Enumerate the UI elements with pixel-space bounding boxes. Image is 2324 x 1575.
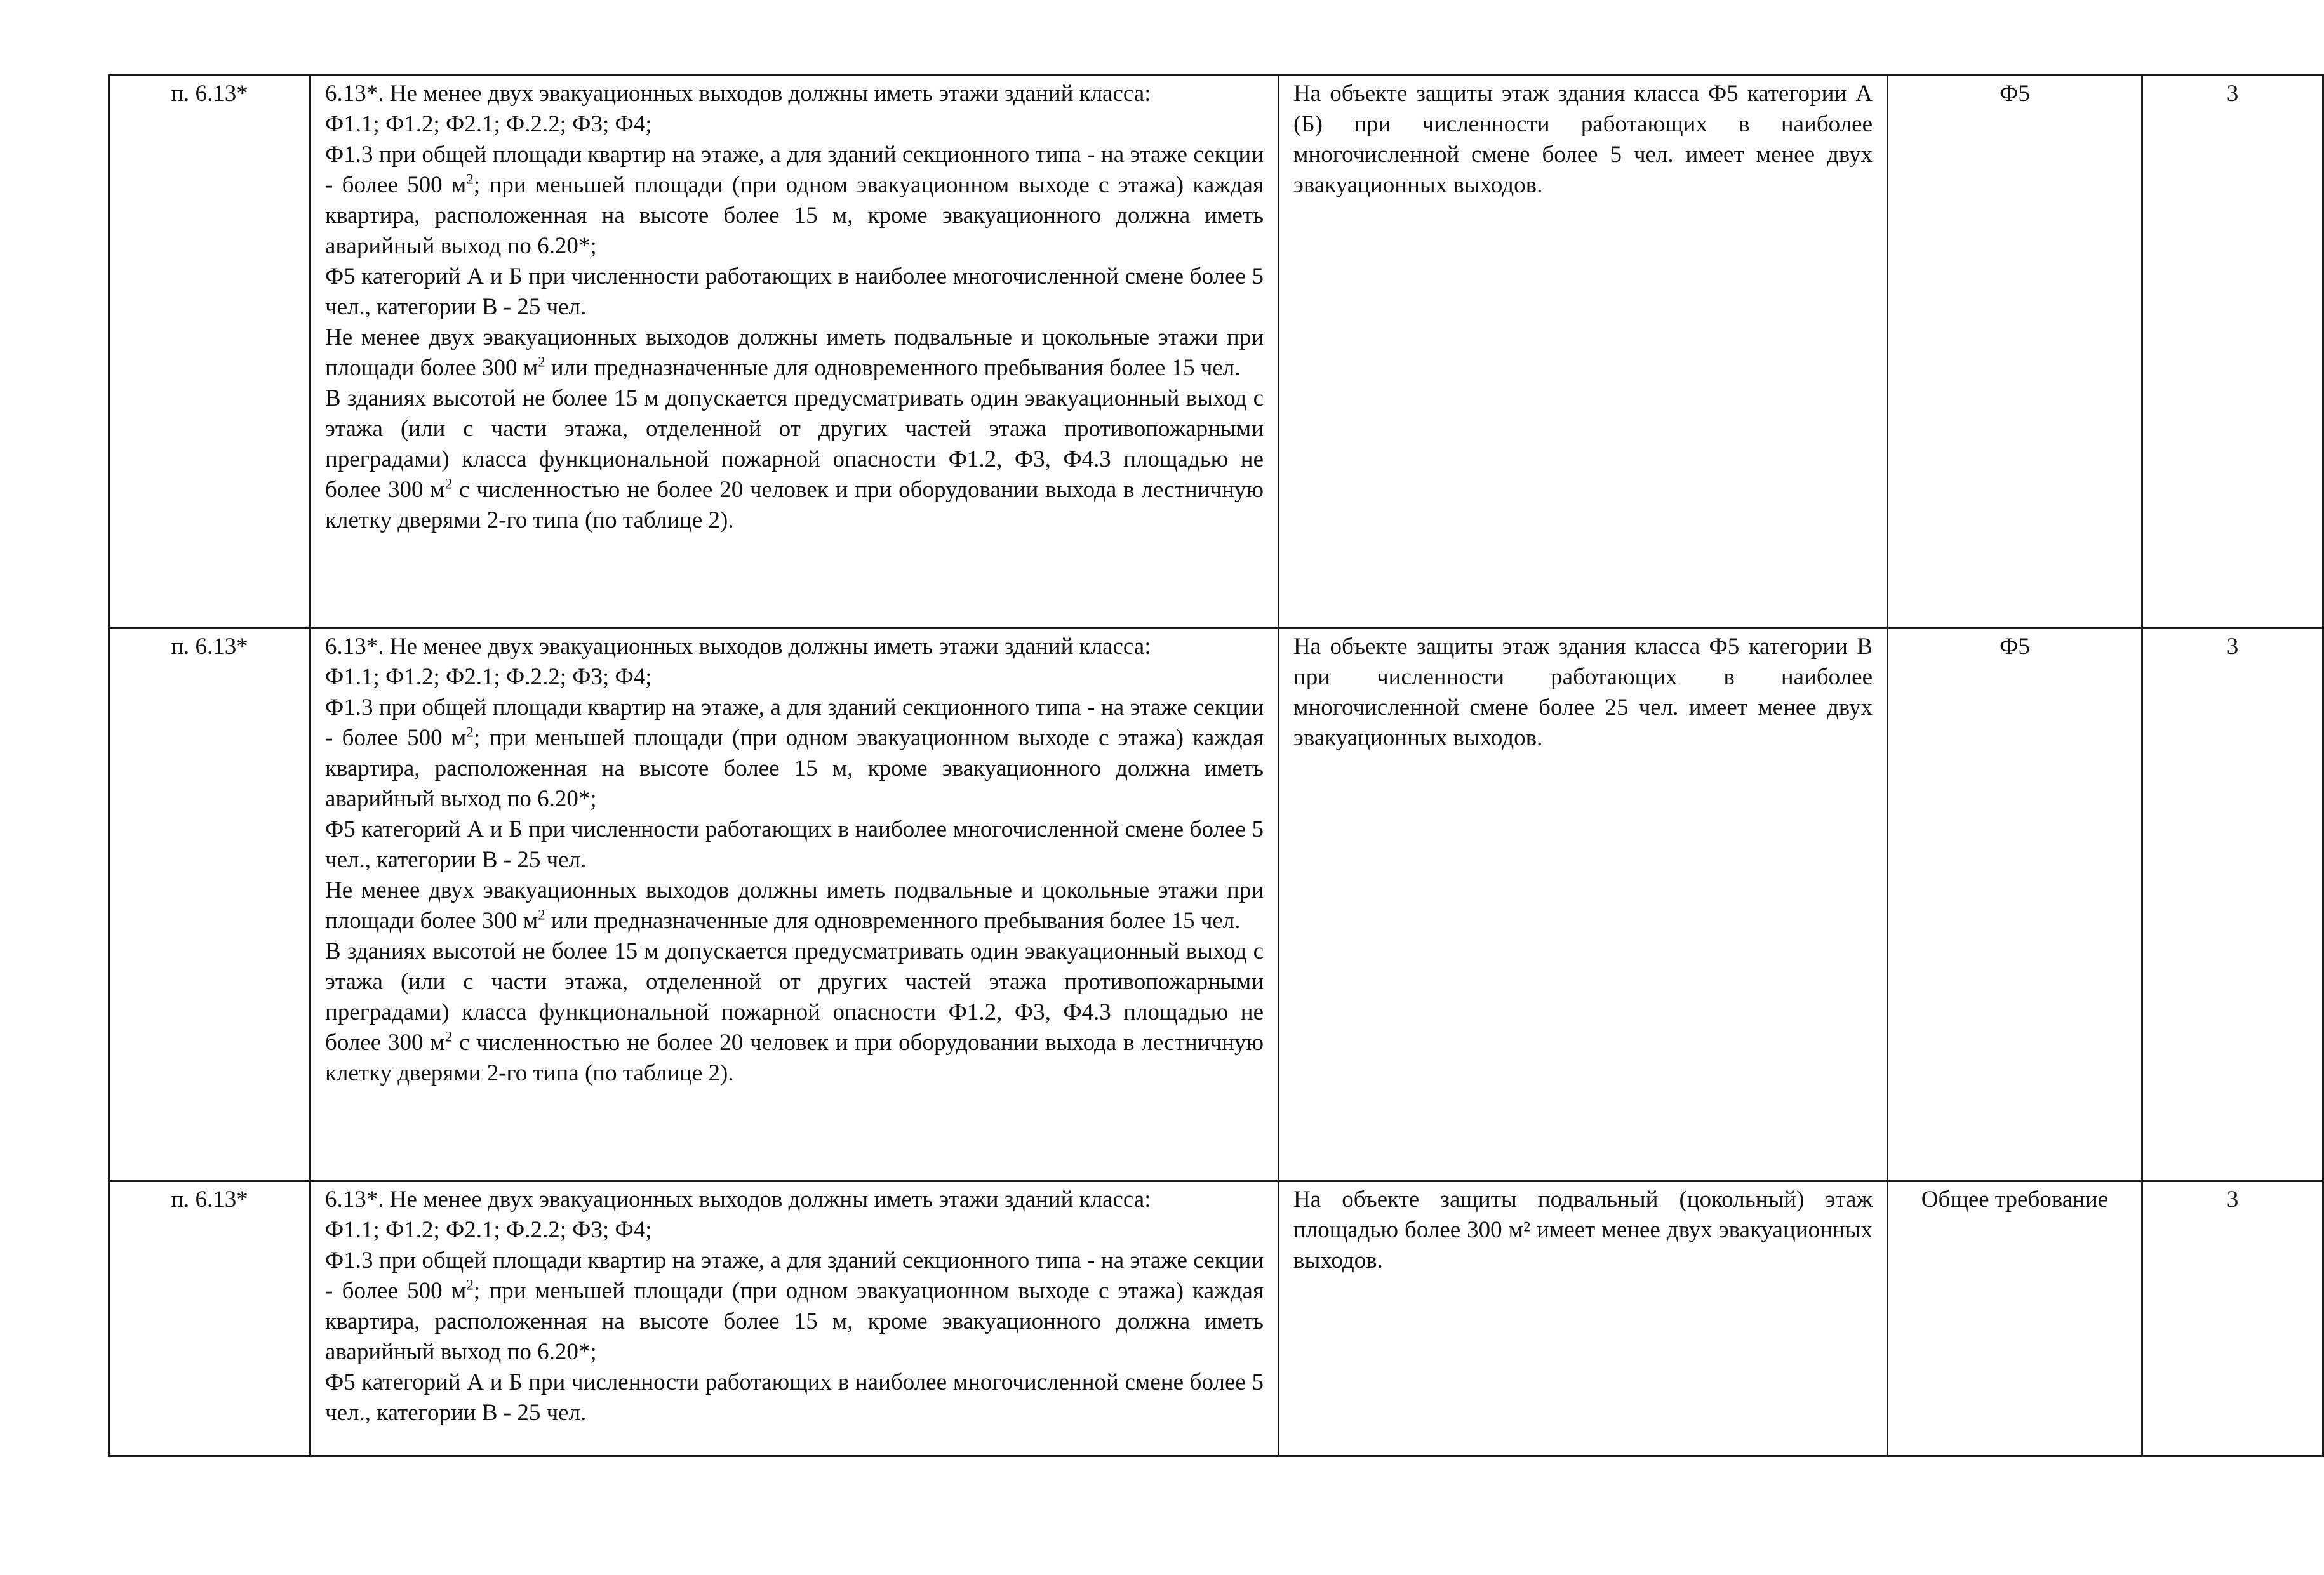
req-paragraph: Не менее двух эвакуационных выходов должны иметь подвальные и цокольные этажи при площади более 300 $м^2$ или предназначенные для одновременного пребывания более 15 чел. <box>325 877 1264 934</box>
req-paragraph: Ф1.3 при общей площади квартир на этаже, а для зданий секционного типа - на этаже секции - более 500 $м^2$; при меньшей площади (при одном эвакуационном выходе с этажа) каждая квартира, расположенная на высоте более 15 м, кроме эвакуационного должна иметь аварийный выход по 6.20*; <box>325 142 1264 259</box>
req-paragraph: В зданиях высотой не более 15 м допускается предусматривать один эвакуационный выход с этажа (или с части этажа, отделенной от других частей этажа противопожарными преградами) класса функциональной пожарной опасности Ф1.2, Ф3, Ф4.3 площадью не более 300 $м^2$ с численностью не более 20 человек и при оборудовании выхода в лестничную клетку дверями 2-го типа (по таблице 2). <box>325 385 1264 533</box>
clause-ref: п. 6.13* <box>109 1181 311 1456</box>
requirements-table <box>108 74 2324 1457</box>
building-class: Общее требование <box>1888 1181 2142 1456</box>
count-value: 3 <box>2142 1181 2323 1456</box>
violation-text: На объекте защиты подвальный (цокольный) этаж площадью более 300 м² имеет менее двух эвакуационных выходов. <box>1279 1181 1888 1456</box>
req-paragraph: Ф5 категорий А и Б при численности работающих в наиболее многочисленной смене более 5 чел., категории В - 25 чел. <box>325 263 1264 320</box>
req-paragraph: Ф1.3 при общей площади квартир на этаже, а для зданий секционного типа - на этаже секции - более 500 $м^2$; при меньшей площади (при одном эвакуационном выходе с этажа) каждая квартира, расположенная на высоте более 15 м, кроме эвакуационного должна иметь аварийный выход по 6.20*; <box>325 694 1264 812</box>
clause-ref: п. 6.13* <box>109 628 311 1181</box>
table-row <box>109 628 2323 1181</box>
req-paragraph: Ф1.1; Ф1.2; Ф2.1; Ф.2.2; Ф3; Ф4; <box>325 664 652 690</box>
req-paragraph: Ф5 категорий А и Б при численности работающих в наиболее многочисленной смене более 5 чел., категории В - 25 чел. <box>325 1369 1264 1426</box>
count-value: 3 <box>2142 76 2323 628</box>
req-paragraph: 6.13*. Не менее двух эвакуационных выходов должны иметь этажи зданий класса: <box>325 1186 1151 1213</box>
req-paragraph: Ф1.1; Ф1.2; Ф2.1; Ф.2.2; Ф3; Ф4; <box>325 1217 652 1243</box>
req-paragraph: 6.13*. Не менее двух эвакуационных выходов должны иметь этажи зданий класса: <box>325 634 1151 660</box>
requirement-text <box>311 1181 1279 1456</box>
requirement-text <box>311 628 1279 1181</box>
clause-ref: п. 6.13* <box>109 76 311 628</box>
table-row <box>109 1181 2323 1456</box>
req-paragraph: Ф1.3 при общей площади квартир на этаже, а для зданий секционного типа - на этаже секции - более 500 $м^2$; при меньшей площади (при одном эвакуационном выходе с этажа) каждая квартира, расположенная на высоте более 15 м, кроме эвакуационного должна иметь аварийный выход по 6.20*; <box>325 1247 1264 1365</box>
count-value: 3 <box>2142 628 2323 1181</box>
building-class: Ф5 <box>1888 76 2142 628</box>
req-paragraph: Ф5 категорий А и Б при численности работающих в наиболее многочисленной смене более 5 чел., категории В - 25 чел. <box>325 816 1264 873</box>
req-paragraph: Не менее двух эвакуационных выходов должны иметь подвальные и цокольные этажи при площади более 300 $м^2$ или предназначенные для одновременного пребывания более 15 чел. <box>325 324 1264 381</box>
req-paragraph: В зданиях высотой не более 15 м допускается предусматривать один эвакуационный выход с этажа (или с части этажа, отделенной от других частей этажа противопожарными преградами) класса функциональной пожарной опасности Ф1.2, Ф3, Ф4.3 площадью не более 300 $м^2$ с численностью не более 20 человек и при оборудовании выхода в лестничную клетку дверями 2-го типа (по таблице 2). <box>325 938 1264 1086</box>
violation-text: На объекте защиты этаж здания класса Ф5 категории А (Б) при численности работающих в наиболее многочисленной смене более 5 чел. имеет менее двух эвакуационных выходов. <box>1279 76 1888 628</box>
req-paragraph: 6.13*. Не менее двух эвакуационных выходов должны иметь этажи зданий класса: <box>325 81 1151 107</box>
table-row <box>109 76 2323 628</box>
violation-text: На объекте защиты этаж здания класса Ф5 категории В при численности работающих в наиболее многочисленной смене более 25 чел. имеет менее двух эвакуационных выходов. <box>1279 628 1888 1181</box>
building-class: Ф5 <box>1888 628 2142 1181</box>
req-paragraph: Ф1.1; Ф1.2; Ф2.1; Ф.2.2; Ф3; Ф4; <box>325 111 652 137</box>
requirement-text <box>311 76 1279 628</box>
